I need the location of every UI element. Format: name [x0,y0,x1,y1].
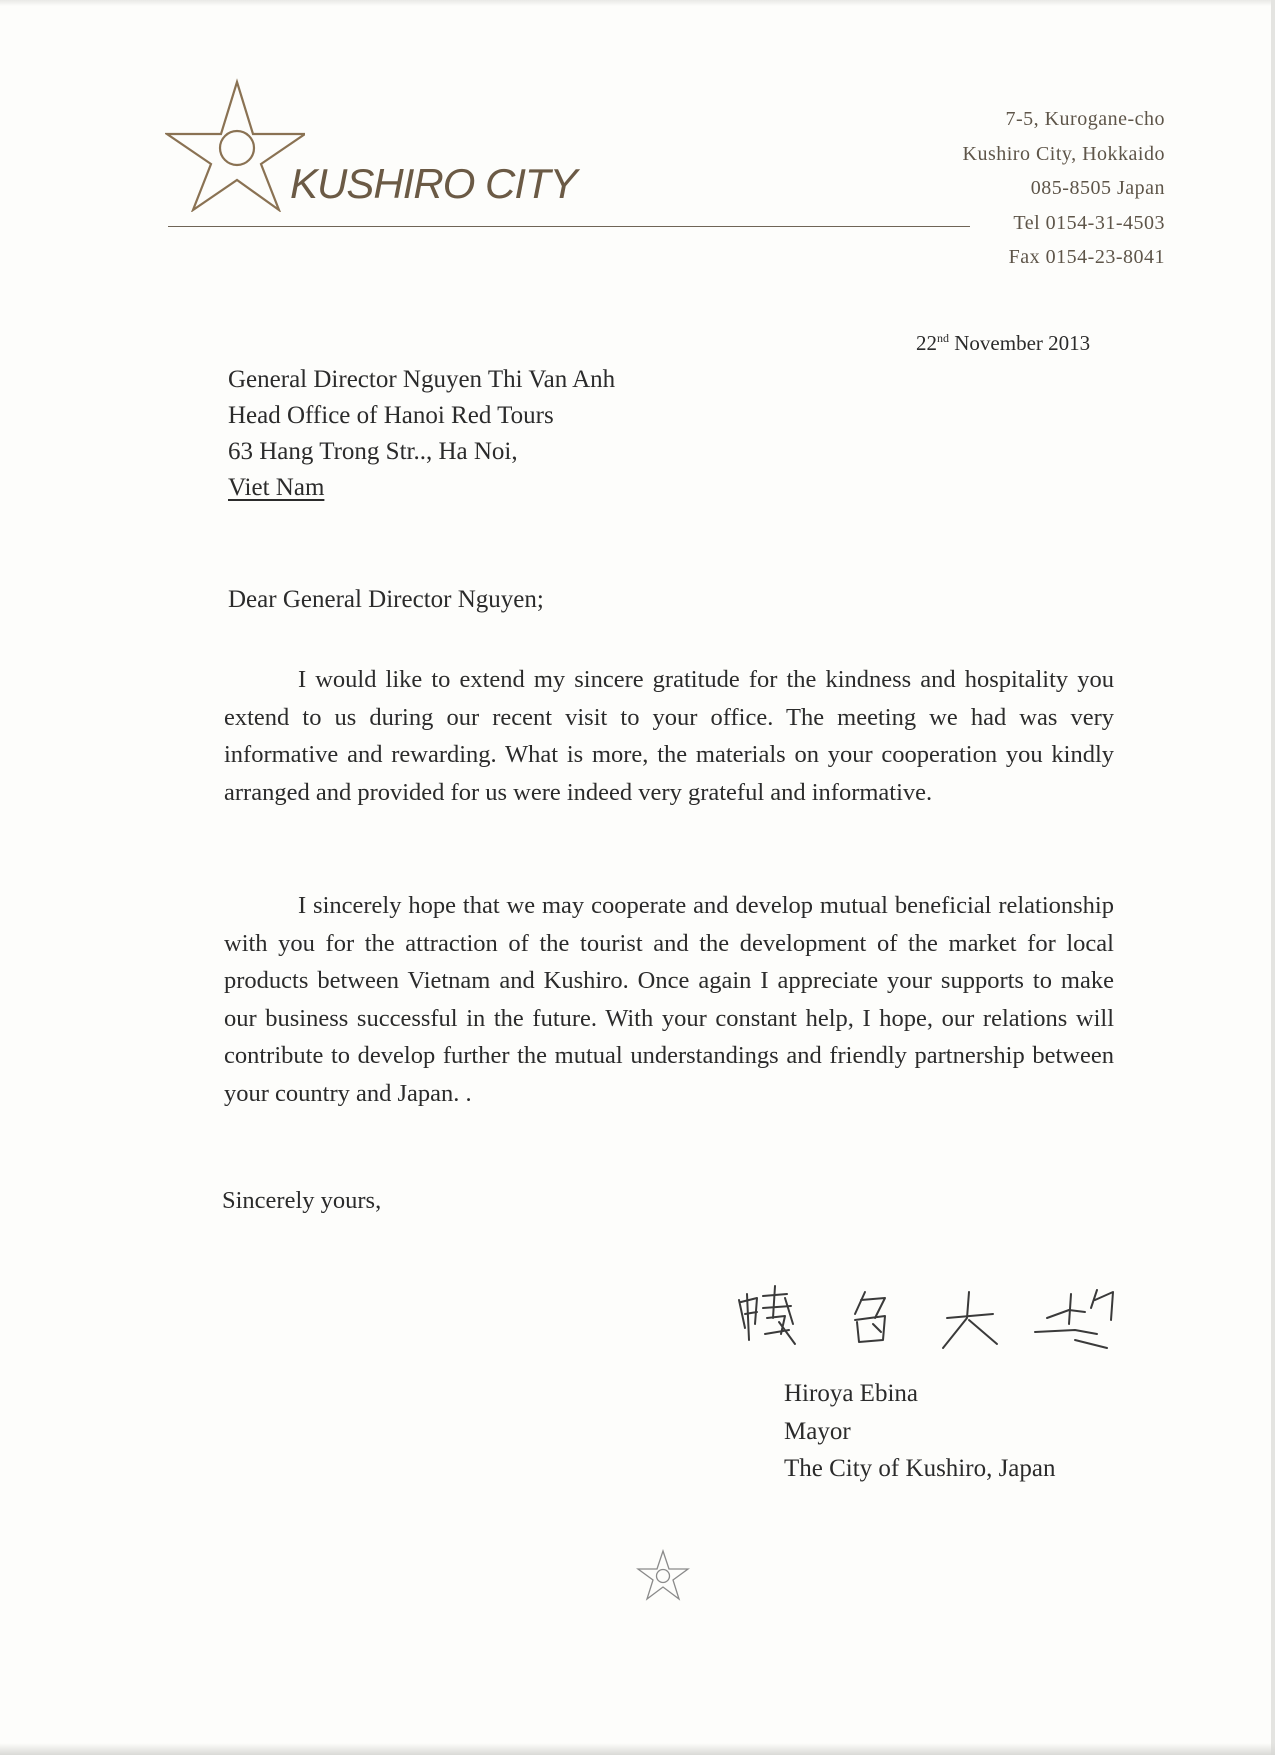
brand-name: KUSHIRO CITY [290,160,577,207]
closing: Sincerely yours, [222,1187,382,1214]
scan-edge-top [0,0,1275,6]
recipient-line: 63 Hang Trong Str.., Ha Noi, [228,438,518,465]
header-divider [168,226,970,227]
recipient-line: General Director Nguyen Thi Van Anh [228,366,616,393]
signatory-block [784,1375,1055,1488]
address-line: 7-5, Kurogane-cho [1005,108,1165,130]
letter-date [916,331,1090,356]
star-circle-emblem-icon [165,78,305,212]
date-day: 22 [916,331,937,355]
date-month-year: November 2013 [949,331,1091,355]
star-circle-emblem-icon [636,1549,690,1603]
signatory-title: Mayor [784,1417,851,1445]
body-paragraph: I would like to extend my sincere gratitude for the kindness and hospitality you extend to us during our recent visit to your office. The meeting we had was very informative and rewarding. What is more, the materials on your cooperation you kindly arranged and provided for us were indeed very grateful and informative. [224,666,1114,806]
signatory-organization: The City of Kushiro, Japan [784,1455,1056,1482]
fax-line: Fax 0154-23-8041 [1008,246,1165,268]
date-suffix: nd [937,331,949,345]
address-line: 085-8505 Japan [1030,177,1165,199]
salutation: Dear General Director Nguyen; [228,586,544,613]
sender-address [963,102,1165,275]
recipient-address [228,362,615,506]
recipient-line: Head Office of Hanoi Red Tours [228,402,554,429]
recipient-country: Viet Nam [228,474,325,501]
body-paragraph: I sincerely hope that we may cooperate and develop mutual beneficial relationship with you for the attraction of the tourist and the development of the market for local products between Vietnam and Kushiro. Once again I appreciate your supports to make our business successful in the future. With your constant help, I hope, our relations will contribute to develop further the mutual understandings and friendly partnership between your country and Japan. . [224,892,1114,1107]
scan-edge-right [1271,0,1275,1755]
handwritten-signature [735,1278,1155,1378]
scan-edge-bottom [0,1743,1275,1755]
address-line: Kushiro City, Hokkaido [962,142,1165,165]
signatory-name: Hiroya Ebina [784,1380,918,1407]
phone-line: Tel 0154-31-4503 [1013,211,1165,234]
